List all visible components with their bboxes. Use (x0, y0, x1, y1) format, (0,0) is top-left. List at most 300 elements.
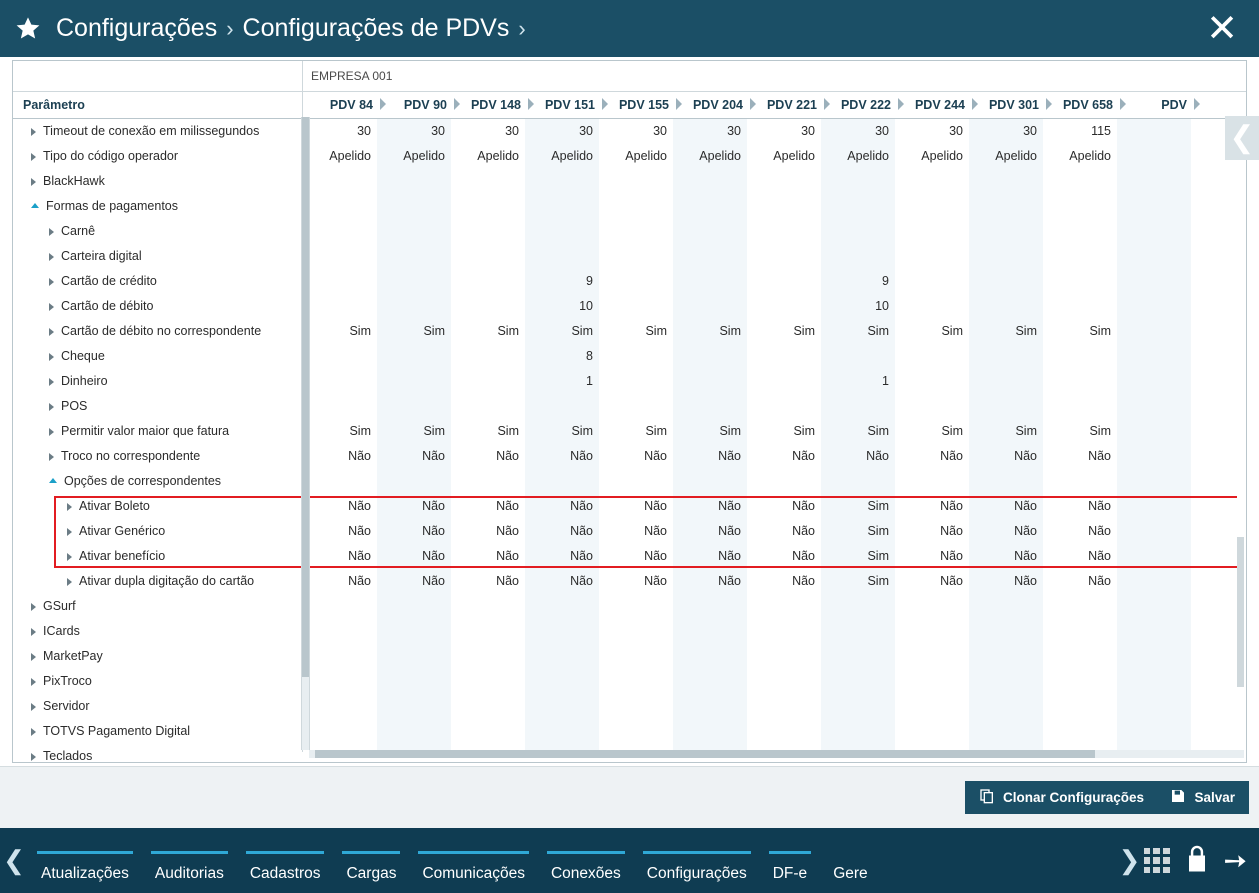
value-cell[interactable] (895, 594, 969, 619)
tree-row[interactable] (13, 169, 302, 194)
value-cell[interactable]: Sim (1015, 424, 1037, 438)
value-cell[interactable]: Não (866, 449, 889, 463)
value-cell[interactable]: 30 (875, 124, 889, 138)
value-cell[interactable] (599, 719, 673, 744)
chevron-right-icon[interactable]: ❯ (1118, 845, 1141, 875)
value-cell[interactable]: Apelido (625, 149, 667, 163)
value-cell[interactable] (451, 719, 525, 744)
value-cell[interactable] (747, 619, 821, 644)
value-cell[interactable] (377, 719, 451, 744)
value-cell[interactable] (599, 394, 673, 419)
value-cell[interactable] (303, 644, 377, 669)
value-cell[interactable]: Não (792, 549, 815, 563)
value-cell[interactable]: Não (1014, 524, 1037, 538)
value-cell[interactable] (451, 594, 525, 619)
value-cell[interactable] (1043, 669, 1117, 694)
column-header[interactable] (303, 92, 377, 118)
value-cell[interactable] (1117, 144, 1191, 169)
value-cell[interactable] (303, 669, 377, 694)
value-cell[interactable] (1043, 469, 1117, 494)
chevron-left-icon[interactable]: ❮ (3, 845, 25, 875)
tree-row[interactable] (13, 394, 302, 419)
tree-row[interactable] (13, 369, 302, 394)
chevron-right-icon[interactable] (49, 303, 54, 311)
scrollbar-thumb[interactable] (1237, 537, 1244, 687)
value-cell[interactable] (451, 269, 525, 294)
value-cell[interactable] (599, 294, 673, 319)
value-cell[interactable] (451, 194, 525, 219)
value-cell[interactable] (821, 594, 895, 619)
chevron-right-icon[interactable] (31, 153, 36, 161)
value-cell[interactable] (377, 169, 451, 194)
value-cell[interactable]: Sim (719, 424, 741, 438)
value-cell[interactable]: Sim (793, 324, 815, 338)
value-cell[interactable] (303, 594, 377, 619)
value-cell[interactable] (895, 294, 969, 319)
value-cell[interactable]: Não (644, 549, 667, 563)
value-cell[interactable] (747, 244, 821, 269)
value-cell[interactable]: Não (1014, 549, 1037, 563)
value-cell[interactable] (377, 644, 451, 669)
tree-vertical-scrollbar[interactable] (301, 117, 310, 750)
value-cell[interactable]: 30 (727, 124, 741, 138)
value-cell[interactable] (303, 719, 377, 744)
chevron-right-icon[interactable] (67, 553, 72, 561)
value-cell[interactable]: 30 (357, 124, 371, 138)
value-cell[interactable] (673, 169, 747, 194)
value-cell[interactable]: Não (644, 449, 667, 463)
value-cell[interactable] (599, 594, 673, 619)
value-cell[interactable] (1043, 194, 1117, 219)
value-cell[interactable] (1117, 719, 1191, 744)
value-cell[interactable] (673, 344, 747, 369)
value-cell[interactable] (451, 644, 525, 669)
column-header[interactable] (1043, 92, 1117, 118)
value-cell[interactable] (525, 469, 599, 494)
value-cell[interactable] (895, 194, 969, 219)
value-cell[interactable] (303, 344, 377, 369)
value-cell[interactable] (451, 394, 525, 419)
value-cell[interactable] (451, 669, 525, 694)
value-cell[interactable]: Apelido (1069, 149, 1111, 163)
column-header[interactable] (969, 92, 1043, 118)
value-cell[interactable]: Sim (719, 324, 741, 338)
value-cell[interactable]: Não (496, 449, 519, 463)
value-cell[interactable] (1043, 294, 1117, 319)
value-cell[interactable]: 30 (1023, 124, 1037, 138)
value-cell[interactable]: Sim (423, 324, 445, 338)
tree-row[interactable] (13, 269, 302, 294)
value-cell[interactable] (1117, 119, 1191, 144)
value-cell[interactable]: Não (422, 574, 445, 588)
value-cell[interactable] (1117, 369, 1191, 394)
value-cell[interactable] (303, 244, 377, 269)
chevron-right-icon[interactable] (49, 453, 54, 461)
value-cell[interactable] (673, 244, 747, 269)
value-cell[interactable] (303, 369, 377, 394)
value-cell[interactable] (1117, 319, 1191, 344)
chevron-right-icon[interactable] (67, 528, 72, 536)
value-cell[interactable] (599, 619, 673, 644)
value-cell[interactable] (747, 169, 821, 194)
value-cell[interactable] (895, 244, 969, 269)
chevron-right-icon[interactable] (49, 428, 54, 436)
value-cell[interactable] (525, 394, 599, 419)
value-cell[interactable]: Não (940, 524, 963, 538)
value-cell[interactable]: Não (718, 574, 741, 588)
value-cell[interactable]: Não (422, 499, 445, 513)
value-cell[interactable] (747, 669, 821, 694)
column-filter-icon[interactable] (1194, 98, 1200, 110)
tree-row[interactable] (13, 619, 302, 644)
value-cell[interactable] (1117, 594, 1191, 619)
value-cell[interactable]: Sim (349, 324, 371, 338)
value-cell[interactable] (377, 619, 451, 644)
value-cell[interactable] (673, 594, 747, 619)
tree-row[interactable] (13, 419, 302, 444)
value-cell[interactable] (599, 469, 673, 494)
value-cell[interactable] (451, 369, 525, 394)
chevron-right-icon[interactable] (49, 378, 54, 386)
tree-row[interactable] (13, 194, 302, 219)
value-cell[interactable]: Não (644, 524, 667, 538)
value-cell[interactable] (525, 694, 599, 719)
value-cell[interactable]: Apelido (551, 149, 593, 163)
value-cell[interactable]: 10 (579, 299, 593, 313)
value-cell[interactable] (303, 269, 377, 294)
column-header[interactable] (673, 92, 747, 118)
chevron-right-icon[interactable] (31, 628, 36, 636)
value-cell[interactable]: Apelido (921, 149, 963, 163)
value-cell[interactable] (1117, 519, 1191, 544)
nav-item[interactable] (333, 865, 409, 893)
value-cell[interactable]: Não (496, 524, 519, 538)
value-cell[interactable]: Sim (867, 324, 889, 338)
value-cell[interactable] (821, 219, 895, 244)
value-cell[interactable] (1043, 244, 1117, 269)
value-cell[interactable]: Não (348, 499, 371, 513)
value-cell[interactable] (821, 469, 895, 494)
scrollbar-thumb[interactable] (302, 117, 309, 677)
value-cell[interactable] (969, 244, 1043, 269)
value-cell[interactable]: Apelido (847, 149, 889, 163)
value-cell[interactable]: Apelido (477, 149, 519, 163)
value-cell[interactable]: Sim (793, 424, 815, 438)
tree-row[interactable] (13, 244, 302, 269)
value-cell[interactable] (969, 719, 1043, 744)
value-cell[interactable]: 1 (882, 374, 889, 388)
tree-row[interactable] (13, 594, 302, 619)
value-cell[interactable] (599, 694, 673, 719)
value-cell[interactable]: Não (348, 574, 371, 588)
value-cell[interactable] (377, 194, 451, 219)
value-cell[interactable] (303, 294, 377, 319)
value-cell[interactable] (1043, 644, 1117, 669)
chevron-right-icon[interactable] (31, 653, 36, 661)
column-header[interactable] (525, 92, 599, 118)
value-cell[interactable] (747, 294, 821, 319)
value-cell[interactable] (673, 394, 747, 419)
value-cell[interactable]: 9 (586, 274, 593, 288)
value-cell[interactable]: Sim (349, 424, 371, 438)
arrow-right-icon[interactable]: ➙ (1223, 844, 1247, 876)
value-cell[interactable] (895, 169, 969, 194)
value-cell[interactable]: Não (570, 449, 593, 463)
column-header[interactable] (747, 92, 821, 118)
chevron-right-icon[interactable] (31, 703, 36, 711)
grid-apps-icon[interactable] (1144, 848, 1170, 874)
value-cell[interactable]: Sim (1089, 424, 1111, 438)
value-cell[interactable] (747, 344, 821, 369)
value-cell[interactable] (821, 619, 895, 644)
value-cell[interactable] (451, 619, 525, 644)
value-cell[interactable] (969, 469, 1043, 494)
tree-row[interactable] (13, 319, 302, 344)
column-header[interactable] (451, 92, 525, 118)
value-cell[interactable] (1043, 619, 1117, 644)
value-cell[interactable]: Sim (645, 424, 667, 438)
value-cell[interactable] (1117, 619, 1191, 644)
tree-row[interactable] (13, 719, 302, 744)
scrollbar-thumb[interactable] (315, 750, 1095, 758)
value-cell[interactable] (747, 394, 821, 419)
value-cell[interactable] (451, 294, 525, 319)
value-cell[interactable] (377, 669, 451, 694)
value-cell[interactable] (599, 369, 673, 394)
value-cell[interactable] (1117, 269, 1191, 294)
value-cell[interactable]: 30 (653, 124, 667, 138)
nav-item[interactable] (760, 865, 820, 893)
save-button[interactable] (1156, 781, 1249, 814)
value-cell[interactable] (1043, 394, 1117, 419)
value-cell[interactable] (1043, 694, 1117, 719)
value-cell[interactable] (451, 219, 525, 244)
value-cell[interactable]: Não (570, 499, 593, 513)
value-cell[interactable] (1117, 569, 1191, 594)
value-cell[interactable] (673, 369, 747, 394)
value-cell[interactable] (525, 219, 599, 244)
value-cell[interactable]: Não (1088, 549, 1111, 563)
value-cell[interactable]: 30 (505, 124, 519, 138)
value-cell[interactable] (525, 669, 599, 694)
chevron-right-icon[interactable] (31, 178, 36, 186)
value-cell[interactable]: Não (422, 449, 445, 463)
chevron-right-icon[interactable] (31, 728, 36, 736)
value-cell[interactable] (673, 469, 747, 494)
value-cell[interactable] (1117, 394, 1191, 419)
value-cell[interactable]: Sim (867, 499, 889, 513)
value-cell[interactable] (969, 169, 1043, 194)
chevron-right-icon[interactable] (67, 503, 72, 511)
value-cell[interactable] (525, 194, 599, 219)
value-cell[interactable] (747, 219, 821, 244)
value-cell[interactable]: Sim (867, 574, 889, 588)
value-cell[interactable] (451, 469, 525, 494)
value-cell[interactable]: Sim (867, 549, 889, 563)
value-cell[interactable] (377, 244, 451, 269)
value-cell[interactable] (377, 594, 451, 619)
value-cell[interactable] (747, 719, 821, 744)
value-cell[interactable]: Não (1088, 449, 1111, 463)
value-cell[interactable] (1043, 269, 1117, 294)
value-cell[interactable]: Não (940, 574, 963, 588)
value-cell[interactable]: 8 (586, 349, 593, 363)
value-cell[interactable]: Não (496, 499, 519, 513)
value-cell[interactable] (969, 669, 1043, 694)
value-cell[interactable] (895, 219, 969, 244)
value-cell[interactable]: Não (940, 449, 963, 463)
chevron-right-icon[interactable] (49, 253, 54, 261)
value-cell[interactable] (1117, 169, 1191, 194)
column-header[interactable] (895, 92, 969, 118)
value-cell[interactable] (673, 194, 747, 219)
value-cell[interactable] (303, 169, 377, 194)
chevron-right-icon[interactable] (49, 228, 54, 236)
value-cell[interactable] (303, 394, 377, 419)
value-cell[interactable] (747, 694, 821, 719)
collapse-panel-button[interactable] (1225, 116, 1259, 160)
tree-row[interactable] (13, 669, 302, 694)
value-cell[interactable] (673, 719, 747, 744)
tree-row[interactable] (13, 644, 302, 669)
column-header[interactable] (377, 92, 451, 118)
breadcrumb-item-pdv-settings[interactable]: Configurações de PDVs (242, 14, 510, 42)
value-cell[interactable]: Não (792, 499, 815, 513)
value-cell[interactable] (599, 644, 673, 669)
nav-item[interactable] (28, 865, 142, 893)
value-cell[interactable]: Não (940, 549, 963, 563)
value-cell[interactable] (525, 594, 599, 619)
value-cell[interactable] (969, 644, 1043, 669)
star-icon[interactable] (14, 15, 42, 43)
value-cell[interactable] (673, 644, 747, 669)
value-cell[interactable]: Não (718, 499, 741, 513)
value-cell[interactable] (895, 394, 969, 419)
value-cell[interactable] (451, 169, 525, 194)
value-cell[interactable] (1117, 219, 1191, 244)
chevron-down-icon[interactable] (31, 203, 39, 208)
value-cell[interactable] (303, 219, 377, 244)
value-cell[interactable]: Não (1014, 449, 1037, 463)
value-cell[interactable]: Não (718, 549, 741, 563)
value-cell[interactable]: Apelido (773, 149, 815, 163)
value-cell[interactable]: Apelido (699, 149, 741, 163)
tree-row[interactable] (13, 144, 302, 169)
tree-row[interactable] (13, 494, 302, 519)
value-cell[interactable] (1117, 419, 1191, 444)
value-cell[interactable]: Sim (497, 324, 519, 338)
value-cell[interactable] (969, 344, 1043, 369)
value-cell[interactable]: 30 (431, 124, 445, 138)
value-cell[interactable]: Sim (1089, 324, 1111, 338)
value-cell[interactable] (303, 694, 377, 719)
value-cell[interactable]: Não (422, 549, 445, 563)
tree-row[interactable] (13, 294, 302, 319)
breadcrumb-item-settings[interactable]: Configurações (56, 14, 218, 42)
value-cell[interactable] (673, 294, 747, 319)
nav-item[interactable] (237, 865, 334, 893)
value-cell[interactable] (747, 194, 821, 219)
value-cell[interactable] (525, 169, 599, 194)
chevron-right-icon[interactable] (31, 678, 36, 686)
value-cell[interactable] (1043, 344, 1117, 369)
value-cell[interactable] (821, 194, 895, 219)
value-cell[interactable] (821, 644, 895, 669)
value-cell[interactable]: Não (496, 549, 519, 563)
value-cell[interactable] (1117, 194, 1191, 219)
nav-item[interactable] (409, 865, 538, 893)
value-cell[interactable] (525, 619, 599, 644)
value-cell[interactable]: Não (570, 549, 593, 563)
value-cell[interactable] (747, 594, 821, 619)
value-cell[interactable] (1043, 169, 1117, 194)
value-cell[interactable]: Sim (867, 424, 889, 438)
value-cell[interactable]: Não (940, 499, 963, 513)
value-cell[interactable] (895, 469, 969, 494)
value-cell[interactable] (821, 244, 895, 269)
value-cell[interactable]: Sim (645, 324, 667, 338)
value-cell[interactable] (895, 669, 969, 694)
value-cell[interactable]: Não (1014, 574, 1037, 588)
chevron-right-icon[interactable] (49, 328, 54, 336)
value-cell[interactable] (377, 344, 451, 369)
value-cell[interactable] (747, 269, 821, 294)
close-icon[interactable]: ✕ (1206, 7, 1238, 50)
value-cell[interactable]: Não (1088, 574, 1111, 588)
grid-vertical-scrollbar[interactable] (1237, 117, 1244, 750)
value-cell[interactable] (1117, 469, 1191, 494)
value-cell[interactable] (673, 694, 747, 719)
value-cell[interactable] (1117, 294, 1191, 319)
value-cell[interactable]: Sim (867, 524, 889, 538)
value-cell[interactable] (1117, 244, 1191, 269)
nav-item[interactable] (538, 865, 634, 893)
value-cell[interactable] (599, 169, 673, 194)
value-cell[interactable] (525, 644, 599, 669)
value-cell[interactable] (599, 344, 673, 369)
value-cell[interactable]: Sim (571, 324, 593, 338)
value-cell[interactable] (747, 644, 821, 669)
lock-icon[interactable] (1182, 842, 1212, 879)
value-cell[interactable] (673, 619, 747, 644)
value-cell[interactable] (821, 169, 895, 194)
value-cell[interactable] (895, 344, 969, 369)
column-header[interactable] (1117, 92, 1191, 118)
value-cell[interactable] (895, 619, 969, 644)
value-cell[interactable] (895, 694, 969, 719)
value-cell[interactable] (377, 269, 451, 294)
chevron-right-icon[interactable] (49, 278, 54, 286)
value-cell[interactable]: Não (1088, 524, 1111, 538)
value-cell[interactable] (599, 669, 673, 694)
value-cell[interactable]: Sim (941, 424, 963, 438)
value-cell[interactable] (969, 269, 1043, 294)
value-cell[interactable]: 1 (586, 374, 593, 388)
value-cell[interactable] (1043, 594, 1117, 619)
value-cell[interactable] (673, 219, 747, 244)
value-cell[interactable] (1117, 544, 1191, 569)
value-cell[interactable]: 30 (949, 124, 963, 138)
tree-row[interactable] (13, 469, 302, 494)
tree-row[interactable] (13, 519, 302, 544)
value-cell[interactable] (377, 219, 451, 244)
value-cell[interactable]: Não (348, 524, 371, 538)
value-cell[interactable] (969, 219, 1043, 244)
value-cell[interactable]: 115 (1091, 124, 1111, 138)
tree-row[interactable] (13, 344, 302, 369)
value-cell[interactable] (747, 369, 821, 394)
value-cell[interactable]: Não (792, 574, 815, 588)
